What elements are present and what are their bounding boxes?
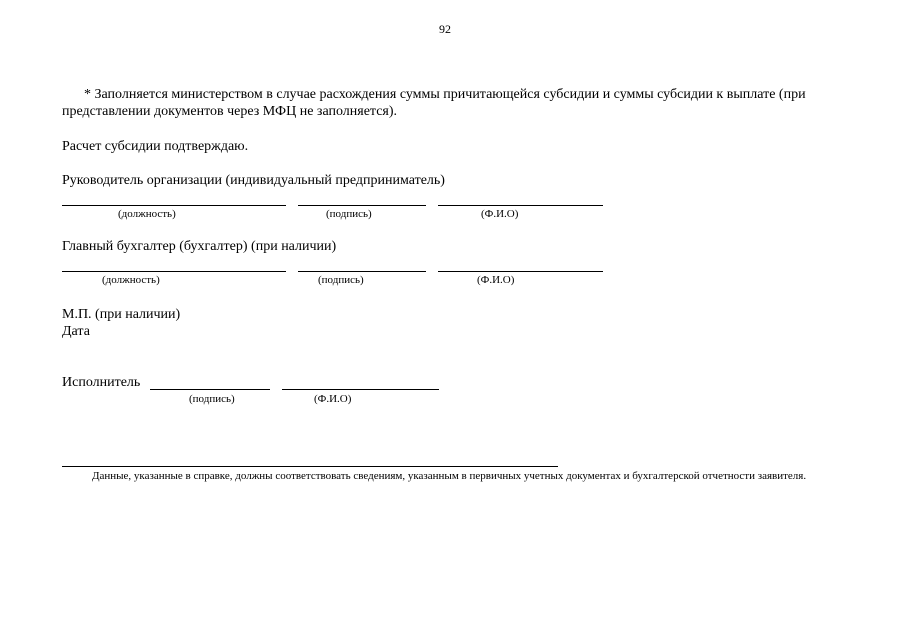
head-position-caption: (должность) — [118, 208, 176, 220]
stamp-label: М.П. (при наличии) — [62, 307, 181, 322]
executor-name-line — [282, 389, 439, 390]
accountant-title: Главный бухгалтер (бухгалтер) (при наличии) — [62, 239, 337, 254]
page-number: 92 — [439, 22, 451, 36]
executor-signature-caption: (подпись) — [189, 393, 235, 405]
confirm-statement: Расчет субсидии подтверждаю. — [62, 139, 249, 154]
accountant-name-caption: (Ф.И.О) — [477, 274, 515, 286]
accountant-position-caption: (должность) — [102, 274, 160, 286]
date-label: Дата — [62, 324, 90, 339]
head-name-caption: (Ф.И.О) — [481, 208, 519, 220]
accountant-signature-caption: (подпись) — [318, 274, 364, 286]
accountant-signature-line — [298, 271, 426, 272]
head-position-line — [62, 205, 286, 206]
accountant-position-line — [62, 271, 286, 272]
asterisk-note: * Заполняется министерством в случае расхождения суммы причитающейся субсидии и суммы субсидии к выплате (при представлении документов через МФЦ не заполняется). — [62, 87, 806, 119]
footnote-text: Данные, указанные в справке, должны соответствовать сведениям, указанным в первичных учетных документах и бухгалтерской отчетности заявителя. — [92, 470, 807, 482]
executor-label: Исполнитель — [62, 375, 141, 390]
head-signature-caption: (подпись) — [326, 208, 372, 220]
footnote-separator — [62, 466, 558, 467]
head-name-line — [438, 205, 603, 206]
head-signature-line — [298, 205, 426, 206]
executor-signature-line — [150, 389, 270, 390]
executor-name-caption: (Ф.И.О) — [314, 393, 352, 405]
accountant-name-line — [438, 271, 603, 272]
head-title: Руководитель организации (индивидуальный предприниматель) — [62, 173, 445, 188]
